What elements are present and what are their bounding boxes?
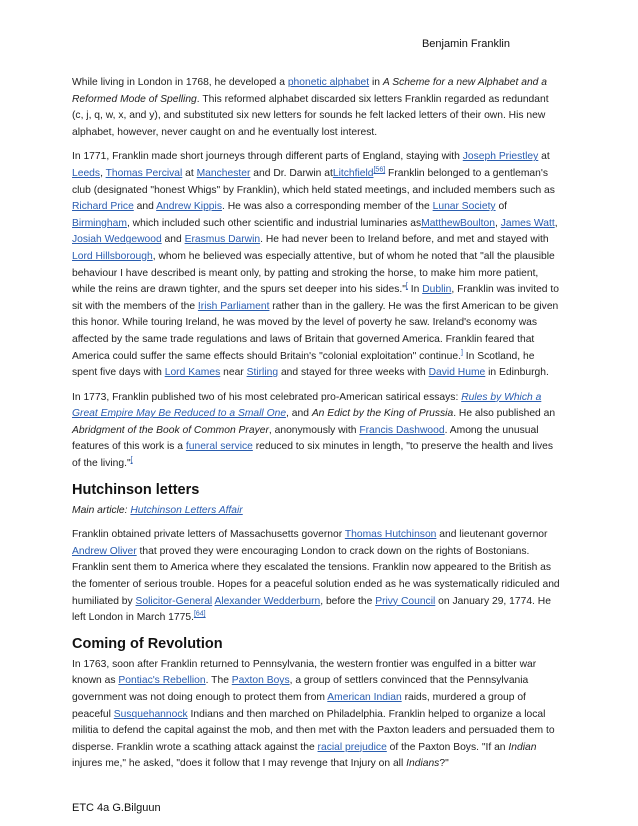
book-title: Abridgment of the Book of Common Prayer	[72, 424, 269, 436]
link-funeral-service[interactable]: funeral service	[185, 441, 253, 453]
text: . Among the unusual features of this work is a	[72, 424, 539, 453]
text: at	[538, 151, 550, 163]
text: In 1763, soon after Franklin returned to Pennsylvania, the western frontier was engulfed in a bitter war known as	[72, 658, 537, 687]
link-joseph-priestley[interactable]: Joseph Priestley	[462, 151, 539, 163]
paragraph-satirical-essays	[72, 390, 562, 473]
text: in	[369, 77, 383, 88]
link-alexander-wedderburn[interactable]: Alexander Wedderburn	[214, 595, 321, 607]
link-paxton-boys[interactable]: Paxton Boys	[231, 675, 290, 687]
text: In 1771, Franklin made short journeys through different parts of England, staying with	[72, 151, 463, 163]
text: ,	[554, 217, 558, 229]
link-rules-by-which[interactable]: Rules by Which a Great Empire May Be Reduced to a Small One	[72, 391, 542, 420]
document-body	[72, 75, 562, 781]
text: rather than in the gallery. He was the first American to be given this honor. While touring Ireland, he was moved by the level of poverty he saw. Ireland's economy was affected by the same trade regulations and laws of Britain that governed America. Franklin feared that America could suffer the same effects should Britain's "colonial exploitation" continue.	[72, 300, 559, 362]
link-litchfield[interactable]: Litchfield	[332, 167, 374, 179]
link-lunar-society[interactable]: Lunar Society	[432, 201, 496, 213]
text: Main article:	[72, 504, 131, 516]
link-lord-kames[interactable]: Lord Kames	[164, 367, 221, 379]
text: that proved they were encouraging London to crack down on the rights of Bostonians. Franklin sent them to America where they escalated the tensions. Franklin now appeared to the British as the fomenter of serious trouble. Hopes for a peaceful solution ended as he was systematically ridiculed and humiliated by	[72, 545, 560, 607]
text: In 1773, Franklin published two of his most celebrated pro-American satirical essays:	[72, 391, 462, 403]
text: ,	[100, 167, 106, 179]
text: on January 29, 1774. He left London in March 1775.	[72, 595, 551, 624]
link-thomas-percival[interactable]: Thomas Percival	[105, 167, 183, 179]
link-matthew-boulton[interactable]: MatthewBoulton	[421, 217, 495, 229]
text: ?"	[439, 758, 449, 770]
page-footer: ETC 4a G.Bilguun	[72, 802, 161, 814]
link-thomas-hutchinson[interactable]: Thomas Hutchinson	[344, 529, 437, 541]
main-article-note	[72, 503, 562, 520]
text: . The	[205, 675, 232, 687]
link-stirling[interactable]: Stirling	[246, 367, 279, 379]
citation-mark[interactable]: [	[405, 282, 408, 290]
text: . He was also a corresponding member of the	[221, 201, 433, 213]
link-lord-hillsborough[interactable]: Lord Hillsborough	[72, 250, 153, 262]
text: Franklin obtained private letters of Massachusetts governor	[72, 529, 345, 541]
link-richard-price[interactable]: Richard Price	[72, 201, 134, 213]
paragraph-phonetic-alphabet	[72, 75, 562, 141]
link-birmingham[interactable]: Birmingham	[72, 217, 127, 229]
italic-word: Indians	[406, 758, 440, 770]
text: , before the	[320, 595, 376, 607]
text: , whom he believed was especially attentive, but of whom he noted that "all the plausible behaviour I have described is meant only, by patting and stroking the horse, to make him more patient, while the reins are drawn tighter, and the spurs set deeper into his sides."	[72, 250, 555, 296]
text: and	[133, 201, 157, 213]
link-andrew-kippis[interactable]: Andrew Kippis	[156, 201, 222, 213]
text: . He had never been to Ireland before, and met and stayed with	[260, 234, 549, 246]
text: , which included such other scientific and industrial luminaries as	[126, 217, 422, 229]
text: and lieutenant governor	[436, 529, 548, 541]
text: , Franklin was invited to sit with the members of the	[72, 284, 559, 312]
text: raids, murdered a group of peaceful	[72, 692, 526, 720]
link-hutchinson-letters-affair[interactable]: Hutchinson Letters Affair	[130, 504, 243, 516]
paragraph-journeys-1771	[72, 149, 562, 381]
citation-mark[interactable]: [	[130, 456, 133, 464]
essay-title: An Edict by the King of Prussia	[311, 408, 454, 420]
text: and	[161, 234, 185, 246]
link-susquehannock[interactable]: Susquehannock	[113, 708, 188, 720]
text: and stayed for three weeks with	[278, 367, 429, 379]
text: In Scotland, he spent five days with	[72, 350, 535, 379]
link-leeds[interactable]: Leeds	[72, 167, 101, 179]
text: Franklin belonged to a gentleman's club (designated "honest Whigs" by Franklin), which held stated meetings, and included members such as	[72, 167, 555, 196]
link-racial-prejudice[interactable]: racial prejudice	[317, 741, 387, 753]
text: Indians and then marched on Philadelphia. Franklin helped to organize a local militia to defend the capital against the mob, and then met with the Paxton leaders and persuaded them to disperse. Franklin wrote a scathing attack against the	[72, 708, 555, 753]
text: . He also published an	[453, 408, 556, 420]
link-solicitor-general[interactable]: Solicitor-General	[135, 595, 213, 607]
citation-mark[interactable]: ]	[460, 349, 463, 357]
link-josiah-wedgewood[interactable]: Josiah Wedgewood	[72, 234, 162, 246]
citation-64[interactable]: [64]	[193, 610, 206, 618]
citation-56[interactable]: [56]	[373, 166, 386, 174]
link-james-watt[interactable]: James Watt	[500, 217, 555, 229]
text: , and	[286, 408, 312, 420]
link-manchester[interactable]: Manchester	[196, 167, 251, 179]
book-title: A Scheme for a new Alphabet and a Reformed Mode of Spelling	[72, 77, 547, 105]
heading-coming-of-revolution: Coming of Revolution	[72, 635, 223, 652]
link-david-hume[interactable]: David Hume	[428, 367, 486, 379]
text: While living in London in 1768, he developed a	[72, 77, 288, 88]
heading-hutchinson-letters: Hutchinson letters	[72, 481, 200, 498]
link-irish-parliament[interactable]: Irish Parliament	[197, 300, 270, 312]
link-dublin[interactable]: Dublin	[422, 284, 452, 296]
link-erasmus-darwin[interactable]: Erasmus Darwin	[184, 234, 261, 246]
link-phonetic-alphabet[interactable]: phonetic alphabet	[287, 77, 370, 88]
link-american-indian[interactable]: American Indian	[327, 692, 402, 703]
italic-word: Indian	[508, 741, 537, 753]
text: , anonymously with	[268, 424, 360, 436]
text: near	[220, 367, 247, 379]
paragraph-revolution	[72, 657, 562, 773]
page-header: Benjamin Franklin	[421, 38, 510, 50]
text: ,	[494, 217, 501, 229]
text: at	[182, 167, 197, 179]
text: of the Paxton Boys. "If an	[386, 741, 509, 753]
text: of	[495, 201, 508, 213]
link-pontiacs-rebellion[interactable]: Pontiac's Rebellion	[118, 675, 206, 687]
text: , a group of settlers convinced that the Pennsylvania government was not doing enough to protect them from	[72, 675, 529, 703]
paragraph-hutchinson	[72, 527, 562, 627]
link-francis-dashwood[interactable]: Francis Dashwood	[359, 424, 445, 436]
text: injures me," he asked, "does it follow that I may revenge that Injury on all	[72, 758, 407, 770]
text: . This reformed alphabet discarded six letters Franklin regarded as redundant (c, j, q, w, x, and y), and substituted six new letters for sounds he felt lacked letters of their own. His new alphabet, however, never caught on and he eventually lost interest.	[72, 93, 549, 138]
text: In	[407, 284, 423, 296]
link-privy-council[interactable]: Privy Council	[375, 595, 436, 607]
text: and Dr. Darwin at	[250, 167, 333, 179]
text: reduced to six minutes in length, "to preserve the health and lives of the living."	[72, 441, 554, 470]
link-andrew-oliver[interactable]: Andrew Oliver	[72, 545, 137, 557]
text: in Edinburgh.	[485, 367, 549, 379]
